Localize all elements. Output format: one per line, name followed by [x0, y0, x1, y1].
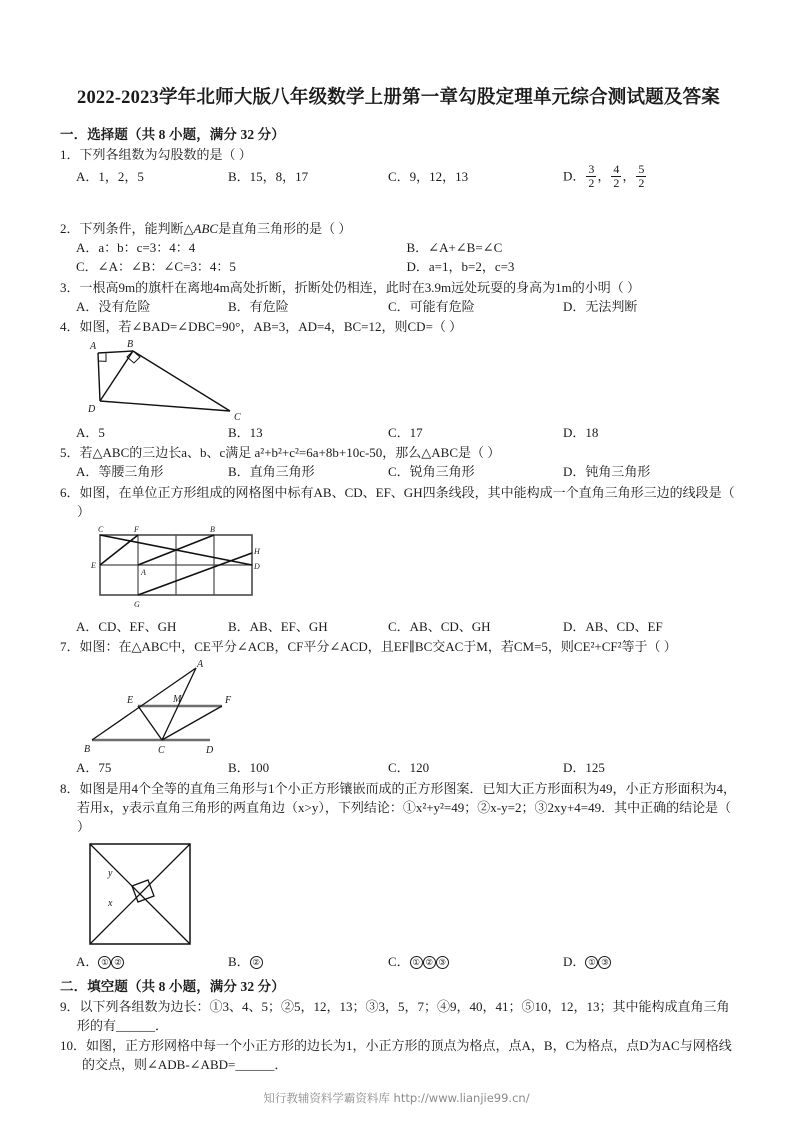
option-2-A[interactable]: A．a：b：c=3：4：4 [76, 239, 196, 255]
figure-6-label-H: H [254, 546, 260, 556]
figure-8-label-y: y [108, 868, 113, 880]
question-5-options [60, 462, 737, 482]
option-2-D[interactable]: D．a=1，b=2，c=3 [406, 259, 515, 275]
option-1-D-prefix: D． [563, 168, 586, 184]
question-1 [60, 145, 737, 164]
figure-7-label-A: A [197, 659, 204, 671]
figure-6-label-G: G [134, 599, 140, 609]
page-title: 2022-2023学年北师大版八年级数学上册第一章勾股定理单元综合测试题及答案 [77, 88, 720, 108]
question-8-number: 8． [60, 780, 80, 796]
question-6-figure [60, 523, 737, 615]
question-7-options [60, 758, 737, 778]
figure-6-label-C: C [98, 524, 104, 534]
question-1-options [60, 161, 737, 191]
question-7 [60, 637, 737, 656]
option-1-B[interactable]: B．15，8，17 [228, 169, 309, 185]
page-footer: 知行教辅资料学霸资料库 http://www.lianjie99.cn/ [263, 1091, 530, 1105]
option-7-A[interactable]: A．75 [76, 760, 112, 776]
figure-4-label-A: A [90, 340, 97, 352]
figure-6-label-A: A [141, 567, 146, 577]
option-4-D[interactable]: D．18 [563, 424, 599, 440]
option-8-C[interactable]: C． ① ② ③ [388, 952, 563, 972]
question-6-options [60, 617, 737, 637]
option-8-A[interactable]: A． ① ② [76, 952, 228, 972]
question-9 [60, 997, 737, 1035]
question-6 [60, 483, 737, 521]
question-10-number: 10． [60, 1038, 87, 1053]
question-6-number: 6． [60, 484, 80, 500]
question-2 [60, 219, 737, 238]
question-6-text: 如图，在单位正方形组成的网格图中标有AB、CD、EF、GH四条线段，其中能构成一个直角三角形三边的线段是（ ） [77, 484, 735, 519]
question-8-figure [60, 838, 737, 950]
option-1-C[interactable]: C．9，12，13 [388, 169, 469, 185]
question-8-options [60, 952, 737, 972]
section-heading-fill: 二．填空题（共 8 小题，满分 32 分） [60, 978, 285, 994]
question-7-number: 7． [60, 639, 80, 655]
question-9-text: 以下列各组数为边长：①3、4、5；②5，12，13；③3，5，7；④9，40，41；⑤10，12，13；其中能构成直角三角形的有______． [77, 998, 730, 1033]
option-3-A[interactable]: A．没有危险 [76, 298, 151, 314]
figure-4-label-D: D [88, 403, 96, 415]
question-8-text: 如图是用4个全等的直角三角形与1个小正方形镶嵌而成的正方形图案．已知大正方形面积为49，小正方形面积为4，若用x，y表示直角三角形的两直角边（x>y），下列结论：①x²+y²=49；②x-y=2；③2xy+4=49．其中正确的结论是（ ） [77, 780, 737, 835]
question-4-options [60, 423, 737, 443]
option-8-B[interactable]: B． ② [228, 952, 388, 972]
figure-7-label-M: M [173, 694, 182, 706]
circled-2: ② [111, 956, 124, 969]
question-2-text-pre: 下列条件，能判断△ [79, 220, 194, 236]
option-6-B[interactable]: B．AB、EF、GH [228, 618, 328, 634]
triangle-abcd-diagram [78, 339, 263, 421]
option-3-C[interactable]: C．可能有危险 [388, 298, 475, 314]
circled-2b: ② [250, 956, 263, 969]
option-6-D[interactable]: D．AB、CD、EF [563, 618, 663, 634]
figure-7-label-B: B [84, 744, 91, 756]
figure-4-label-C: C [234, 411, 241, 421]
option-1-A[interactable]: A．1，2，5 [76, 169, 144, 185]
question-4-text: 如图，若∠BAD=∠DBC=90°，AB=3，AD=4，BC=12，则CD=（ ） [79, 319, 463, 335]
question-1-number: 1． [60, 146, 80, 162]
figure-4-label-B: B [127, 338, 134, 350]
figure-6-label-B: B [210, 524, 215, 534]
question-3 [60, 278, 737, 297]
option-5-B[interactable]: B．直角三角形 [228, 464, 315, 480]
option-8-D[interactable]: D． ① ③ [563, 952, 611, 972]
question-8 [60, 779, 737, 836]
question-2-options-row2 [60, 257, 737, 277]
question-2-number: 2． [60, 220, 80, 236]
fraction-3-2: $\frac{3}{2}$ [588, 161, 595, 190]
grid-segments-diagram [82, 523, 292, 615]
option-3-B[interactable]: B．有危险 [228, 298, 289, 314]
figure-6-label-F: F [134, 524, 139, 534]
question-1-text: 下列各组数为勾股数的是（ ） [79, 146, 252, 162]
figure-7-label-D: D [206, 745, 214, 757]
option-5-D[interactable]: D．钝角三角形 [563, 464, 651, 480]
figure-6-label-D: D [254, 561, 260, 571]
option-7-D[interactable]: D．125 [563, 760, 605, 776]
option-4-C[interactable]: C．17 [388, 424, 423, 440]
figure-8-label-x: x [108, 898, 113, 910]
question-4-figure [60, 339, 737, 421]
question-4 [60, 317, 737, 336]
fraction-4-2: $\frac{4}{2}$ [613, 161, 620, 190]
question-10 [60, 1036, 737, 1074]
circled-1d: ① [585, 956, 598, 969]
question-5 [60, 443, 737, 462]
option-2-C[interactable]: C．∠A：∠B：∠C=3：4：5 [76, 259, 236, 275]
option-1-D[interactable]: D． $\frac{3}{2}$ ， $\frac{4}{2}$ ， $\frac{5}{2}$ [563, 161, 645, 190]
circled-2c: ② [423, 956, 436, 969]
figure-7-label-C: C [158, 745, 165, 757]
option-5-C[interactable]: C．锐角三角形 [388, 464, 475, 480]
question-7-text: 如图：在△ABC中，CE平分∠ACB，CF平分∠ACD，且EF∥BC交AC于M，若CM=5，则CE²+CF²等于（ ） [79, 639, 677, 655]
question-3-options [60, 297, 737, 317]
question-5-text: 若△ABC的三边长a、b、c满足 a²+b²+c²=6a+8b+10c-50，那么△ABC是（ ） [79, 445, 501, 461]
question-5-number: 5． [60, 445, 80, 461]
question-9-number: 9． [60, 998, 80, 1014]
circled-3c: ③ [436, 956, 449, 969]
question-3-text: 一根高9m的旗杆在离地4m高处折断，折断处仍相连，此时在3.9m远处玩耍的身高为1m的小明（ ） [79, 279, 640, 295]
option-6-A[interactable]: A．CD、EF、GH [76, 618, 177, 634]
question-4-number: 4． [60, 319, 80, 335]
question-3-number: 3． [60, 279, 80, 295]
fraction-5-2: $\frac{5}{2}$ [638, 161, 645, 190]
figure-7-label-F: F [225, 695, 232, 707]
question-2-options-row1 [60, 238, 737, 258]
option-4-B[interactable]: B．13 [228, 424, 263, 440]
pythagorean-pinwheel-diagram [82, 838, 200, 950]
question-10-text: 如图，正方形网格中每一个小正方形的边长为1，小正方形的顶点为格点，点A，B，C为格点，点D为AC与网格线的交点，则∠ADB-∠ABD=______． [82, 1038, 732, 1073]
question-7-figure [60, 658, 737, 756]
circled-1: ① [98, 956, 111, 969]
option-4-A[interactable]: A．5 [76, 424, 105, 440]
option-7-C[interactable]: C．120 [388, 760, 430, 776]
circled-1c: ① [410, 956, 423, 969]
question-2-text-post: 是直角三角形的是（ ） [218, 220, 352, 236]
section-heading-choice: 一．选择题（共 8 小题，满分 32 分） [60, 126, 285, 142]
option-3-D[interactable]: D．无法判断 [563, 298, 638, 314]
option-7-B[interactable]: B．100 [228, 760, 270, 776]
option-2-B[interactable]: B．∠A+∠B=∠C [406, 239, 503, 255]
option-5-A[interactable]: A．等腰三角形 [76, 464, 164, 480]
question-2-text-italic: ABC [193, 220, 219, 236]
option-6-C[interactable]: C．AB、CD、GH [388, 618, 491, 634]
angle-bisector-diagram [80, 658, 340, 756]
figure-6-label-E: E [91, 560, 96, 570]
figure-7-label-E: E [127, 695, 134, 707]
circled-3d: ③ [598, 956, 611, 969]
